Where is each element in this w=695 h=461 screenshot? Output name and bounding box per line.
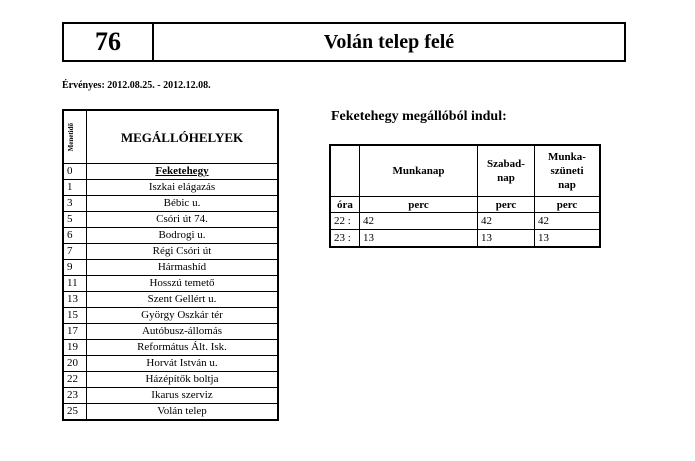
- stop-minutes: 6: [63, 228, 87, 244]
- stop-row: [63, 404, 278, 421]
- stop-minutes: 22: [63, 372, 87, 388]
- stop-row: [63, 276, 278, 292]
- stop-minutes: 13: [63, 292, 87, 308]
- departure-label: Feketehegy megállóból indul:: [331, 109, 507, 124]
- stop-name: Református Ált. Isk.: [87, 340, 279, 356]
- departure-times-table: [329, 144, 601, 248]
- stop-name: Iszkai elágazás: [87, 180, 279, 196]
- departure-szabadnap: 13: [478, 230, 535, 248]
- stop-name: Ikarus szerviz: [87, 388, 279, 404]
- stop-row: [63, 228, 278, 244]
- empty-header-cell: [330, 145, 360, 197]
- stop-name: Bodrogi u.: [87, 228, 279, 244]
- stops-table: [62, 109, 279, 421]
- stop-name: Hármashíd: [87, 260, 279, 276]
- departure-munkaszuneti: 42: [535, 213, 601, 230]
- stop-row: [63, 292, 278, 308]
- stop-row: [63, 244, 278, 260]
- stop-name: Hosszú temető: [87, 276, 279, 292]
- stop-minutes: 7: [63, 244, 87, 260]
- route-number: 76: [64, 24, 154, 60]
- stop-name: Csóri út 74.: [87, 212, 279, 228]
- stop-minutes: 25: [63, 404, 87, 421]
- departure-munkanap: 42: [360, 213, 478, 230]
- stop-name: Házépítők boltja: [87, 372, 279, 388]
- stop-minutes: 9: [63, 260, 87, 276]
- stop-name: György Oszkár tér: [87, 308, 279, 324]
- stop-row: [63, 356, 278, 372]
- stop-row: [63, 164, 278, 180]
- departure-szabadnap: 42: [478, 213, 535, 230]
- stop-row: [63, 388, 278, 404]
- departure-row: [330, 213, 600, 230]
- perc-header: perc: [535, 197, 601, 213]
- validity-period: Érvényes: 2012.08.25. - 2012.12.08.: [62, 80, 211, 91]
- stop-row: [63, 260, 278, 276]
- stop-row: [63, 180, 278, 196]
- stop-name: Horvát István u.: [87, 356, 279, 372]
- stop-minutes: 11: [63, 276, 87, 292]
- departure-munkaszuneti: 13: [535, 230, 601, 248]
- departure-row: [330, 230, 600, 248]
- route-title: Volán telep felé: [323, 30, 455, 53]
- stop-name: Volán telep: [87, 404, 279, 421]
- stop-row: [63, 340, 278, 356]
- perc-header: perc: [360, 197, 478, 213]
- szabadnap-header: Szabad- nap: [478, 145, 535, 197]
- munkaszuneti-header: Munka- szüneti nap: [535, 145, 601, 197]
- stop-row: [63, 196, 278, 212]
- stop-minutes: 20: [63, 356, 87, 372]
- stop-name: Bébic u.: [87, 196, 279, 212]
- stop-minutes: 0: [63, 164, 87, 180]
- stop-minutes: 1: [63, 180, 87, 196]
- stop-minutes: 15: [63, 308, 87, 324]
- stop-name: Feketehegy: [87, 164, 279, 180]
- minutes-column-header: Menetidő: [63, 110, 87, 164]
- stop-row: [63, 372, 278, 388]
- stop-minutes: 23: [63, 388, 87, 404]
- route-header: [62, 22, 626, 62]
- stop-name: Régi Csóri út: [87, 244, 279, 260]
- stops-column-header: MEGÁLLÓHELYEK: [87, 110, 279, 164]
- stop-name: Autóbusz-állomás: [87, 324, 279, 340]
- stop-minutes: 19: [63, 340, 87, 356]
- stop-name: Szent Gellért u.: [87, 292, 279, 308]
- munkanap-header: Munkanap: [360, 145, 478, 197]
- stop-minutes: 5: [63, 212, 87, 228]
- stop-row: [63, 212, 278, 228]
- departure-munkanap: 13: [360, 230, 478, 248]
- stop-row: [63, 324, 278, 340]
- stop-minutes: 3: [63, 196, 87, 212]
- departure-hour: 22 :: [330, 213, 360, 230]
- departure-hour: 23 :: [330, 230, 360, 248]
- stop-row: [63, 308, 278, 324]
- ora-header: óra: [330, 197, 360, 213]
- stop-minutes: 17: [63, 324, 87, 340]
- perc-header: perc: [478, 197, 535, 213]
